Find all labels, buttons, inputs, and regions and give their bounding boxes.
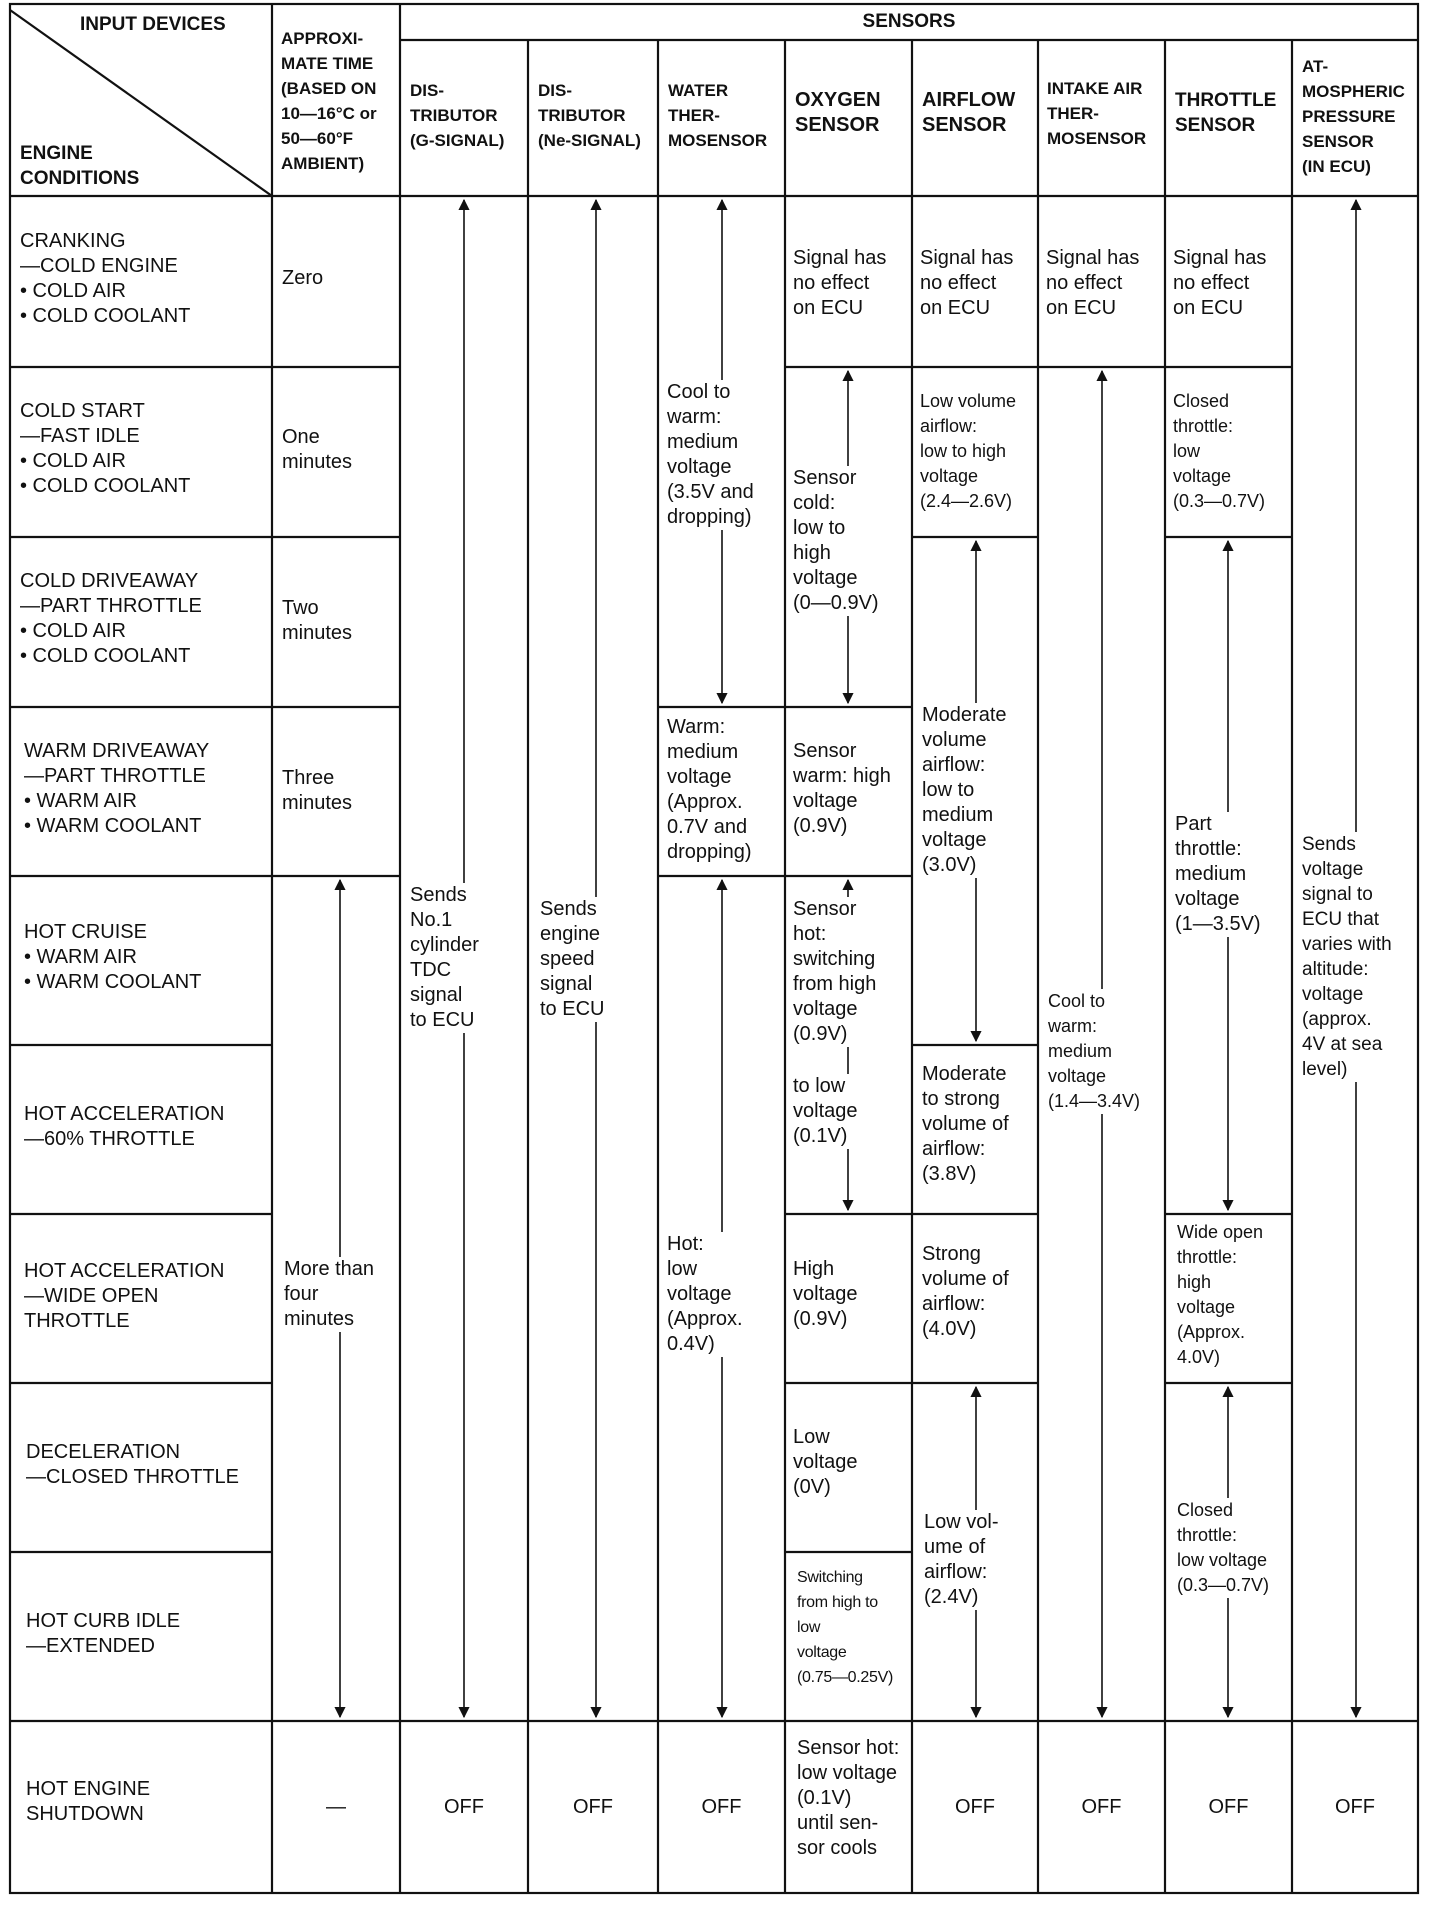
col-header-intake-air-thermosensor: INTAKE AIR THER- MOSENSOR: [1047, 79, 1147, 148]
condition-cold-driveaway: COLD DRIVEAWAY —PART THROTTLE • COLD AIR • COLD COOLANT: [20, 570, 202, 667]
col-header-dist-ne: DIS- TRIBUTOR (Ne-SIGNAL): [538, 81, 641, 150]
cell-throttle-closed: Closed throttle: low voltage (0.3—0.7V): [1173, 391, 1266, 511]
sensors-header: SENSORS: [862, 11, 956, 32]
shutdown-throttle: OFF: [1208, 1796, 1249, 1818]
col-header-oxygen-sensor: OXYGEN SENSOR: [795, 89, 881, 136]
shutdown-intake: OFF: [1081, 1796, 1122, 1818]
cell-airflow-moderate: Moderate volume airflow: low to medium voltage (3.0V): [922, 704, 1007, 876]
cell-oxygen-warm: Sensor warm: high voltage (0.9V): [793, 740, 891, 837]
condition-hot-cruise: HOT CRUISE • WARM AIR • WARM COOLANT: [24, 921, 202, 993]
cell-airflow-no-effect: Signal has no effect on ECU: [920, 247, 1014, 319]
cell-airflow-moderate-strong: Moderate to strong volume of airflow: (3.8V): [922, 1063, 1009, 1185]
time-shutdown: —: [326, 1796, 346, 1818]
shutdown-water: OFF: [701, 1796, 742, 1818]
col-header-atmospheric-pressure-sensor: AT- MOSPHERIC PRESSURE SENSOR (IN ECU): [1302, 57, 1405, 176]
condition-warm-driveaway: WARM DRIVEAWAY —PART THROTTLE • WARM AIR • WARM COOLANT: [24, 740, 210, 837]
cell-throttle-no-effect: Signal has no effect on ECU: [1173, 247, 1267, 319]
col-header-airflow-sensor: AIRFLOW SENSOR: [922, 89, 1016, 136]
cell-intake-cool-to-warm: Cool to warm: medium voltage (1.4—3.4V): [1048, 989, 1140, 1114]
col-header-water-thermosensor: WATER THER- MOSENSOR: [668, 81, 768, 150]
col-header-throttle-sensor: THROTTLE SENSOR: [1175, 90, 1277, 136]
cell-dist-g: Sends No.1 cylinder TDC signal to ECU: [410, 884, 479, 1031]
condition-cold-start: COLD START —FAST IDLE • COLD AIR • COLD COOLANT: [20, 400, 191, 497]
cell-water-warm: Warm: medium voltage (Approx. 0.7V and dropping): [667, 716, 752, 863]
cell-oxygen-high-voltage: High voltage (0.9V): [793, 1258, 858, 1330]
cell-water-hot: Hot: low voltage (Approx. 0.4V): [667, 1233, 743, 1355]
cell-throttle-closed-2: Closed throttle: low voltage (0.3—0.7V): [1177, 1498, 1269, 1598]
cell-airflow-strong: Strong volume of airflow: (4.0V): [922, 1243, 1009, 1340]
cell-oxygen-low-voltage: Low voltage (0V): [793, 1426, 858, 1498]
condition-deceleration: DECELERATION —CLOSED THROTTLE: [26, 1441, 239, 1488]
cell-atmospheric: Sends voltage signal to ECU that varies with altitude: voltage (approx. 4V at sea level): [1302, 834, 1392, 1080]
cell-oxygen-cold: Sensor cold: low to high voltage (0—0.9V): [793, 467, 879, 614]
time-two-minutes: Two minutes: [282, 597, 353, 644]
cell-oxygen-switching: Switching from high to low voltage (0.75—0.25V): [797, 1569, 894, 1686]
cell-throttle-part: Part throttle: medium voltage (1—3.5V): [1175, 813, 1261, 935]
cell-oxygen-no-effect: Signal has no effect on ECU: [793, 247, 887, 319]
time-one-minute: One minutes: [282, 426, 353, 473]
shutdown-dist-ne: OFF: [573, 1796, 613, 1818]
condition-hot-accel-60: HOT ACCELERATION —60% THROTTLE: [24, 1103, 225, 1150]
shutdown-dist-g: OFF: [444, 1796, 484, 1818]
time-three-minutes: Three minutes: [282, 767, 353, 814]
shutdown-airflow: OFF: [955, 1796, 995, 1818]
cell-throttle-wide-open: Wide open throttle: high voltage (Approx. 4.0V): [1177, 1222, 1264, 1367]
time-more-than-four: More than four minutes: [284, 1258, 375, 1330]
condition-hot-curb-idle: HOT CURB IDLE —EXTENDED: [26, 1610, 181, 1657]
cell-dist-ne: Sends engine speed signal to ECU: [540, 898, 605, 1020]
condition-hot-engine-shutdown: HOT ENGINE SHUTDOWN: [26, 1778, 151, 1825]
cell-airflow-low-volume-2: Low vol- ume of airflow: (2.4V): [924, 1511, 999, 1608]
cell-water-cool-to-warm: Cool to warm: medium voltage (3.5V and dropping): [667, 381, 754, 528]
engine-conditions-label: ENGINE CONDITIONS: [20, 143, 140, 189]
input-devices-label: INPUT DEVICES: [80, 14, 226, 35]
condition-cranking: CRANKING —COLD ENGINE • COLD AIR • COLD COOLANT: [20, 230, 191, 327]
time-zero: Zero: [282, 267, 324, 289]
cell-airflow-low-volume: Low volume airflow: low to high voltage (2.4—2.6V): [920, 391, 1017, 511]
shutdown-atmospheric: OFF: [1335, 1796, 1375, 1818]
cell-oxygen-to-low: to low voltage (0.1V): [793, 1075, 858, 1147]
approx-time-header: APPROXI- MATE TIME (BASED ON 10—16°C or 50—60°F AMBIENT): [281, 29, 377, 173]
col-header-dist-g: DIS- TRIBUTOR (G-SIGNAL): [410, 81, 505, 150]
condition-hot-accel-wot: HOT ACCELERATION —WIDE OPEN THROTTLE: [24, 1260, 225, 1332]
cell-oxygen-hot-switching: Sensor hot: switching from high voltage (0.9V): [793, 898, 877, 1045]
cell-oxygen-shutdown: Sensor hot: low voltage (0.1V) until sen- sor cools: [797, 1737, 900, 1859]
cell-intake-no-effect: Signal has no effect on ECU: [1046, 247, 1140, 319]
